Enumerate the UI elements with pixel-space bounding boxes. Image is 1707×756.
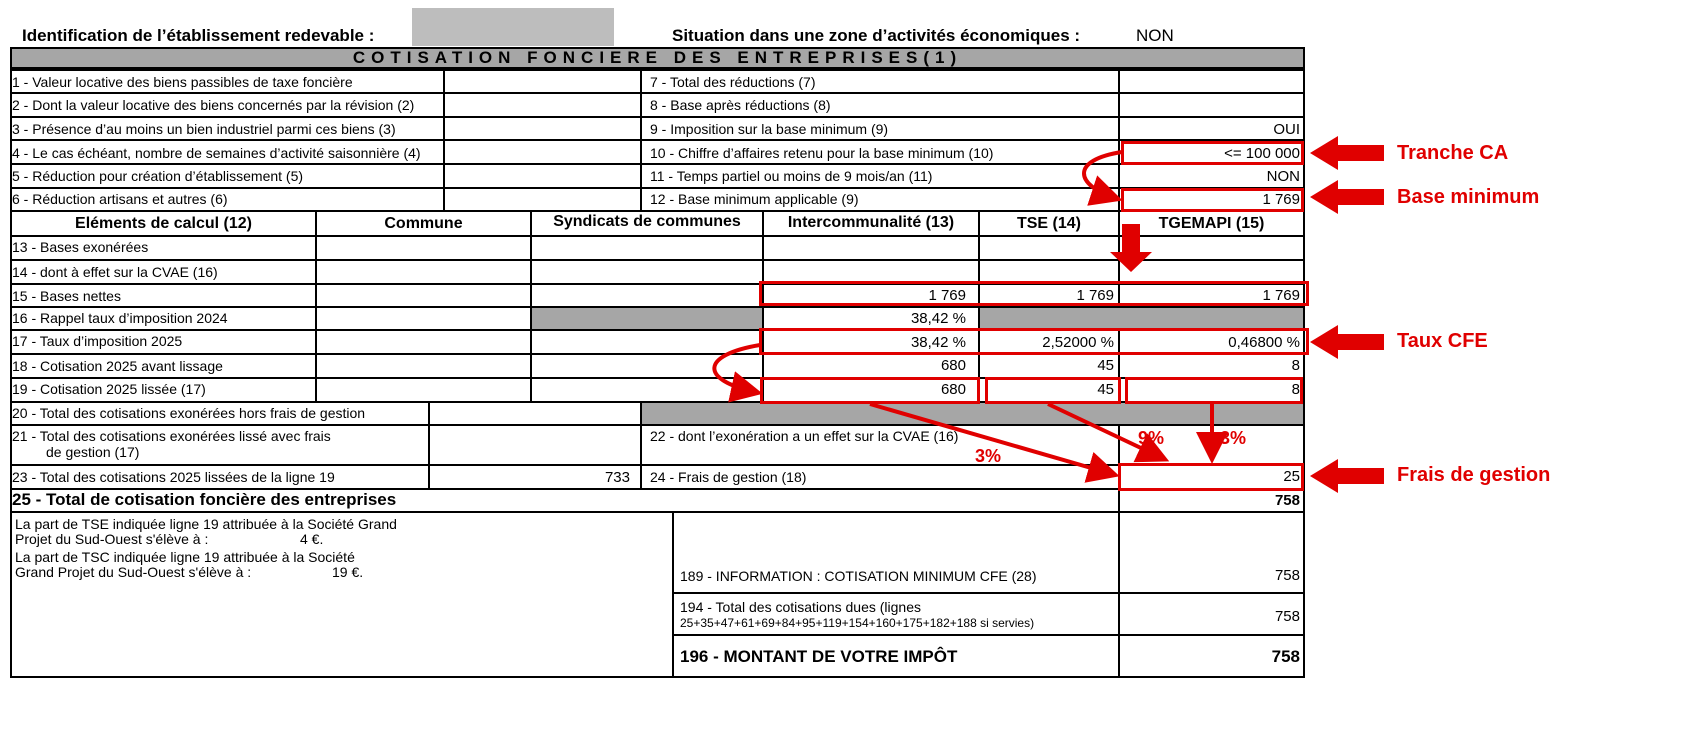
row-196-value: 758 (1271, 647, 1300, 666)
row-23-label: 23 - Total des cotisations 2025 lissées de la ligne 19 (12, 469, 335, 485)
note-line-4-value: 19 €. (332, 564, 364, 580)
row-20-label: 20 - Total des cotisations exonérées hors frais de gestion (12, 405, 366, 421)
row-15-label: 15 - Bases nettes (12, 288, 121, 304)
row-22-label: 22 - dont l’exonération a un effet sur la CVAE (16) (650, 428, 959, 444)
label-taux-cfe: Taux CFE (1397, 330, 1488, 352)
row-8-label: 8 - Base après réductions (8) (650, 97, 831, 113)
arrow-frais-gestion (1310, 459, 1384, 493)
row-15-tgemapi: 1 769 (1262, 287, 1300, 304)
row-18-tgemapi: 8 (1291, 357, 1300, 374)
row-17-tse: 2,52000 % (1042, 334, 1114, 351)
row-189-value: 758 (1274, 567, 1300, 584)
row-11-value: NON (1266, 168, 1300, 185)
row-10-label: 10 - Chiffre d’affaires retenu pour la base minimum (10) (650, 145, 994, 161)
row-25-value: 758 (1274, 492, 1300, 509)
row-19-tse: 45 (1097, 381, 1114, 398)
row-12-label: 12 - Base minimum applicable (9) (650, 191, 859, 207)
row-19-inter: 680 (940, 381, 966, 398)
calc-header-syndicats: Syndicats de communes (553, 213, 741, 230)
row-16-label: 16 - Rappel taux d’imposition 2024 (12, 310, 228, 326)
pct-tgemapi: 3% (1220, 428, 1247, 448)
row-6-label: 6 - Réduction artisans et autres (6) (12, 191, 228, 207)
row-9-value: OUI (1273, 121, 1300, 138)
row-24-value: 25 (1283, 468, 1300, 485)
row-9-label: 9 - Imposition sur la base minimum (9) (650, 121, 889, 137)
row-25-label: 25 - Total de cotisation foncière des entreprises (12, 490, 397, 509)
row-4-label: 4 - Le cas échéant, nombre de semaines d’activité saisonnière (4) (12, 145, 421, 161)
row-15-tse: 1 769 (1076, 287, 1114, 304)
row-21-label: 21 - Total des cotisations exonérées lissé avec frais (12, 428, 331, 444)
note-line-3: La part de TSC indiquée ligne 19 attribuée à la Société (15, 549, 355, 565)
curve-taux-to-cotisation (714, 345, 760, 392)
row-3-label: 3 - Présence d’au moins un bien industriel parmi ces biens (3) (12, 121, 396, 137)
calc-header-commune: Commune (384, 215, 463, 232)
row-15-inter: 1 769 (928, 287, 966, 304)
row-196-label: 196 - MONTANT DE VOTRE IMPÔT (680, 647, 958, 666)
section-title: COTISATION FONCIERE DES ENTREPRISES(1) (352, 48, 963, 67)
identification-label: Identification de l’établissement redevable : (22, 26, 375, 45)
row-13-label: 13 - Bases exonérées (12, 239, 149, 255)
row-17-label: 17 - Taux d’imposition 2025 (12, 333, 183, 349)
row-18-tse: 45 (1097, 357, 1114, 374)
row-11-label: 11 - Temps partiel ou moins de 9 mois/an (11) (650, 168, 933, 184)
label-frais-gestion: Frais de gestion (1397, 464, 1551, 486)
row-23-value: 733 (604, 469, 630, 486)
row-2-label: 2 - Dont la valeur locative des biens concernés par la révision (2) (12, 97, 415, 113)
calc-header-elements: Eléments de calcul (12) (75, 215, 252, 232)
note-line-4: Grand Projet du Sud-Ouest s'élève à : (15, 564, 252, 580)
pct-inter: 3% (975, 446, 1002, 466)
arrow-taux-cfe (1310, 325, 1384, 359)
row-7-label: 7 - Total des réductions (7) (650, 74, 816, 90)
calc-header-tse: TSE (14) (1016, 215, 1081, 232)
row-17-inter: 38,42 % (910, 334, 966, 351)
label-tranche-ca: Tranche CA (1397, 142, 1509, 164)
row-16-inter: 38,42 % (910, 310, 966, 327)
curve-tranche-to-base (1084, 152, 1122, 198)
row-12-value: 1 769 (1262, 191, 1300, 208)
row-21-label-cont: de gestion (17) (46, 444, 140, 460)
row-5-label: 5 - Réduction pour création d’établissement (5) (12, 168, 304, 184)
calc-header-tgemapi: TGEMAPI (15) (1158, 215, 1265, 232)
row-18-inter: 680 (940, 357, 966, 374)
row-189-label: 189 - INFORMATION : COTISATION MINIMUM CFE (28) (680, 568, 1037, 584)
calc-header-inter: Intercommunalité (13) (787, 214, 955, 231)
row-194-value: 758 (1274, 608, 1300, 625)
row-10-value: <= 100 000 (1224, 145, 1300, 162)
row-24-label: 24 - Frais de gestion (18) (650, 469, 807, 485)
row-19-label: 19 - Cotisation 2025 lissée (17) (12, 381, 206, 397)
row-194-label-cont: 25+35+47+61+69+84+95+119+154+160+175+182+188 si servies) (680, 616, 1035, 630)
row-14-label: 14 - dont à effet sur la CVAE (16) (12, 264, 218, 280)
row-17-tgemapi: 0,46800 % (1228, 334, 1300, 351)
note-line-2: Projet du Sud-Ouest s'élève à : (15, 531, 209, 547)
row-18-label: 18 - Cotisation 2025 avant lissage (12, 358, 223, 374)
zone-value: NON (1136, 26, 1174, 45)
label-base-minimum: Base minimum (1397, 186, 1540, 208)
row-1-label: 1 - Valeur locative des biens passibles de taxe foncière (12, 74, 353, 90)
row-19-tgemapi: 8 (1291, 381, 1300, 398)
note-line-1: La part de TSE indiquée ligne 19 attribuée à la Société Grand (15, 516, 397, 532)
row-194-label: 194 - Total des cotisations dues (lignes (680, 599, 921, 615)
arrow-base-minimum (1310, 180, 1384, 214)
pct-tse: 9% (1138, 428, 1165, 448)
note-line-2-value: 4 €. (300, 531, 324, 547)
arrow-down (1110, 224, 1152, 272)
zone-label: Situation dans une zone d’activités économiques : (672, 26, 1081, 45)
arrow-tranche-ca (1310, 136, 1384, 170)
